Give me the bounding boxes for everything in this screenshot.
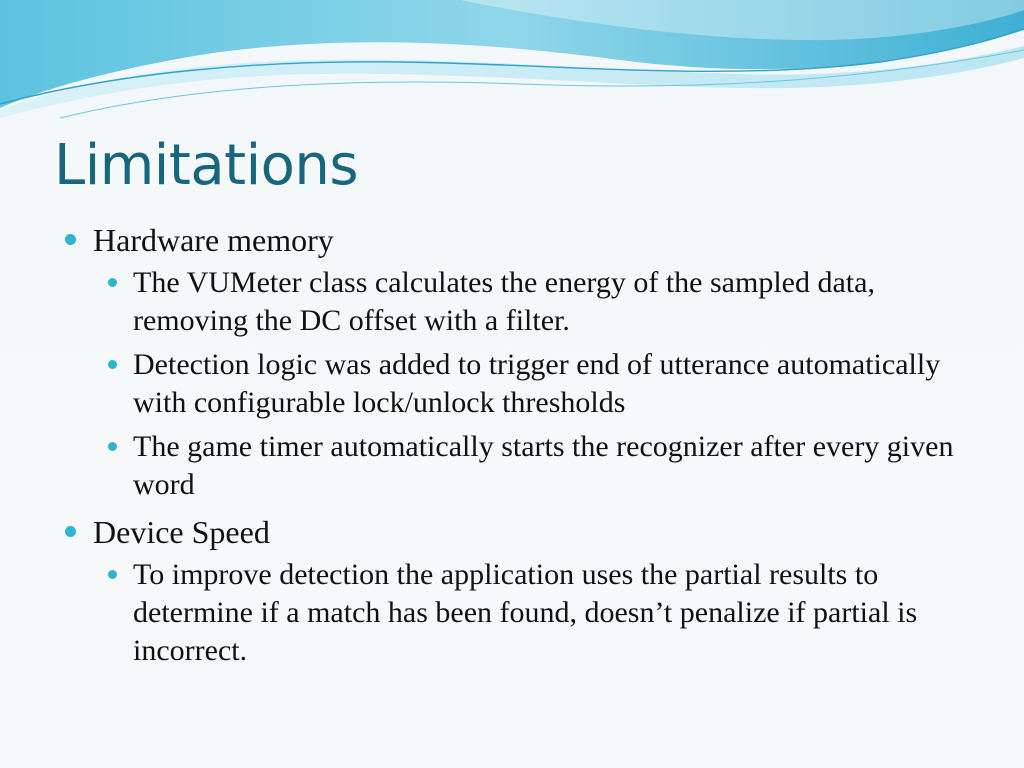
- sub-bullet-item: [93, 556, 980, 670]
- bullet-item: [60, 218, 980, 504]
- bullet-list: [60, 218, 980, 676]
- bullet-dot-icon: [108, 442, 117, 451]
- sub-bullet-item: [93, 346, 980, 422]
- sub-bullet-text: Detection logic was added to trigger end of utterance automatically with configurable lock/unlock thresholds: [133, 348, 941, 419]
- bullet-text: Hardware memory: [93, 222, 334, 258]
- bullet-dot-icon: [108, 278, 117, 287]
- sub-bullet-item: [93, 264, 980, 340]
- bullet-dot-icon: [108, 360, 117, 369]
- sub-bullet-text: The game timer automatically starts the recognizer after every given word: [133, 430, 954, 501]
- sub-bullet-item: [93, 428, 980, 504]
- bullet-dot-icon: [65, 234, 76, 245]
- bullet-item: [60, 510, 980, 670]
- bullet-dot-icon: [65, 526, 76, 537]
- bullet-text: Device Speed: [93, 514, 270, 550]
- slide-title: Limitations: [54, 133, 359, 198]
- sub-bullet-text: To improve detection the application uses the partial results to determine if a match has been found, doesn’t penalize if partial is incorrect.: [133, 558, 918, 667]
- header-wave-decoration: [0, 0, 1024, 130]
- bullet-dot-icon: [108, 570, 117, 579]
- sub-bullet-text: The VUMeter class calculates the energy of the sampled data, removing the DC offset with a filter.: [133, 266, 875, 337]
